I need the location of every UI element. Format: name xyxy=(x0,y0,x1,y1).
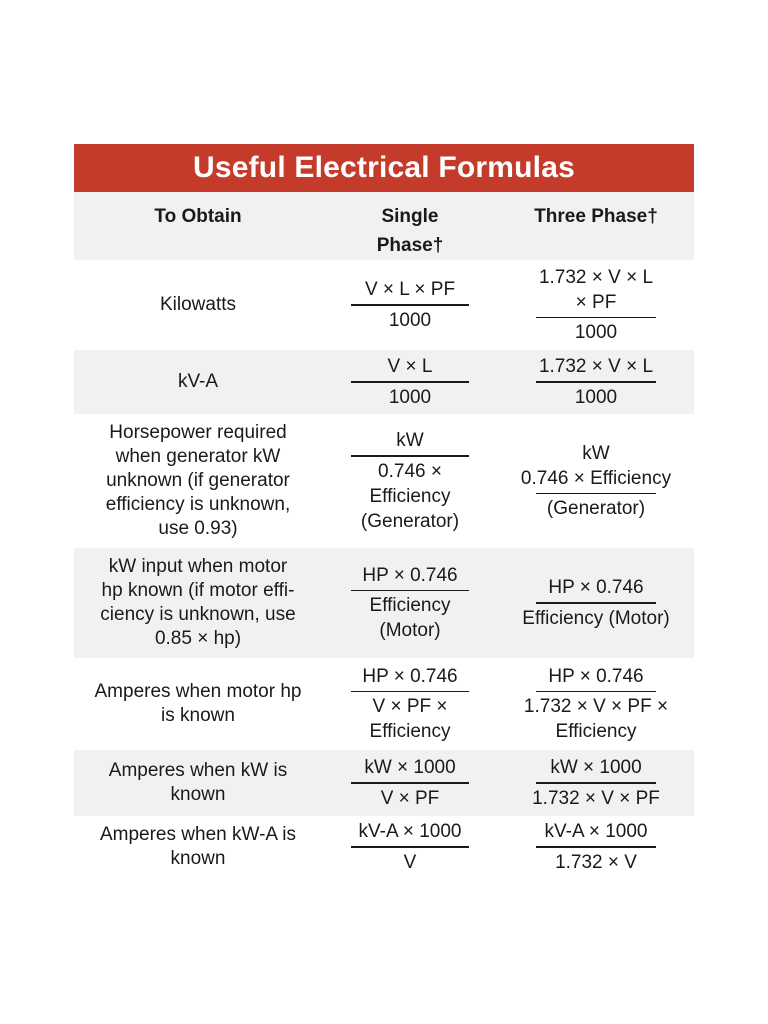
formula-denominator: 1.732 × V xyxy=(555,851,637,873)
formula-numerator: kV-A × 1000 xyxy=(358,821,462,843)
fraction-bar xyxy=(351,455,469,457)
header-three-phase: Three Phase† xyxy=(534,206,658,227)
formula-denominator: 0.746 × Efficiency (Generator) xyxy=(360,460,460,532)
formula-single xyxy=(351,755,469,811)
formula-numerator: V × L × PF xyxy=(364,279,456,301)
table-row xyxy=(74,816,694,878)
table-row xyxy=(74,414,694,548)
fraction-bar xyxy=(351,304,469,306)
table-row xyxy=(74,350,694,414)
formula-denominator: V × PF × Efficiency xyxy=(369,696,451,743)
formula-single xyxy=(351,664,469,745)
fraction-bar xyxy=(351,691,469,693)
formula-three xyxy=(536,265,656,346)
formula-numerator: kW 0.746 × Efficiency xyxy=(520,442,672,489)
fraction-bar xyxy=(536,782,656,784)
row-label: Amperes when kW is known xyxy=(108,760,288,805)
formula-three xyxy=(521,441,671,522)
header-single-phase: Single Phase† xyxy=(376,206,444,256)
formula-single xyxy=(351,354,469,410)
title-bar xyxy=(74,144,694,192)
row-label: Amperes when kW-A is known xyxy=(99,824,297,869)
formula-three xyxy=(522,575,669,631)
formula-denominator: 1000 xyxy=(388,309,432,331)
formula-single xyxy=(351,428,469,534)
header-to-obtain: To Obtain xyxy=(154,206,242,227)
table-row xyxy=(74,658,694,750)
fraction-bar xyxy=(536,602,656,604)
row-label: kW input when motor hp known (if motor effi- ciency is unknown, use 0.85 × hp) xyxy=(100,556,296,649)
row-label: kV-A xyxy=(177,371,219,392)
fraction-bar xyxy=(536,317,656,319)
formula-denominator: Efficiency (Motor) xyxy=(522,607,670,629)
formula-denominator: 1.732 × V × PF × Efficiency xyxy=(523,696,669,743)
formula-three xyxy=(532,755,660,811)
header-row xyxy=(74,192,694,260)
fraction-bar xyxy=(351,381,469,383)
fraction-bar xyxy=(351,782,469,784)
fraction-bar xyxy=(351,590,469,592)
formula-three xyxy=(536,819,656,875)
formulas-table xyxy=(74,144,694,878)
formula-numerator: kW × 1000 xyxy=(550,757,642,779)
formula-denominator: 1.732 × V × PF xyxy=(532,787,660,809)
formula-numerator: 1.732 × V × L xyxy=(538,356,654,378)
formula-numerator: HP × 0.746 xyxy=(548,665,644,687)
formula-single xyxy=(351,563,469,644)
formula-numerator: HP × 0.746 xyxy=(362,665,458,687)
formula-single xyxy=(351,819,469,875)
formula-single xyxy=(351,277,469,333)
row-label: Amperes when motor hp is known xyxy=(94,681,302,726)
formula-numerator: kV-A × 1000 xyxy=(544,821,648,843)
formula-three xyxy=(536,354,656,410)
formula-numerator: V × L xyxy=(387,356,433,378)
fraction-bar xyxy=(351,846,469,848)
fraction-bar xyxy=(536,381,656,383)
row-label: Kilowatts xyxy=(159,294,237,315)
formula-numerator: kW × 1000 xyxy=(364,757,456,779)
formula-denominator: V xyxy=(403,851,417,873)
formula-numerator: 1.732 × V × L × PF xyxy=(538,266,654,313)
formula-denominator: Efficiency (Motor) xyxy=(369,595,451,642)
formula-denominator: 1000 xyxy=(388,386,432,408)
fraction-bar xyxy=(536,691,656,693)
fraction-bar xyxy=(536,846,656,848)
row-label: Horsepower required when generator kW unknown (if generator efficiency is unknown, use 0.93) xyxy=(105,422,291,539)
table-row xyxy=(74,750,694,816)
fraction-bar xyxy=(536,493,656,495)
formula-numerator: kW xyxy=(396,430,424,452)
table-row xyxy=(74,260,694,350)
formula-denominator: 1000 xyxy=(574,322,618,344)
table-row xyxy=(74,548,694,658)
formula-denominator: 1000 xyxy=(574,386,618,408)
formula-three xyxy=(524,664,668,745)
formula-numerator: HP × 0.746 xyxy=(548,577,644,599)
formula-denominator: V × PF xyxy=(380,787,440,809)
formula-denominator: (Generator) xyxy=(546,498,646,520)
table-title: Useful Electrical Formulas xyxy=(192,151,575,184)
formula-numerator: HP × 0.746 xyxy=(362,564,458,586)
